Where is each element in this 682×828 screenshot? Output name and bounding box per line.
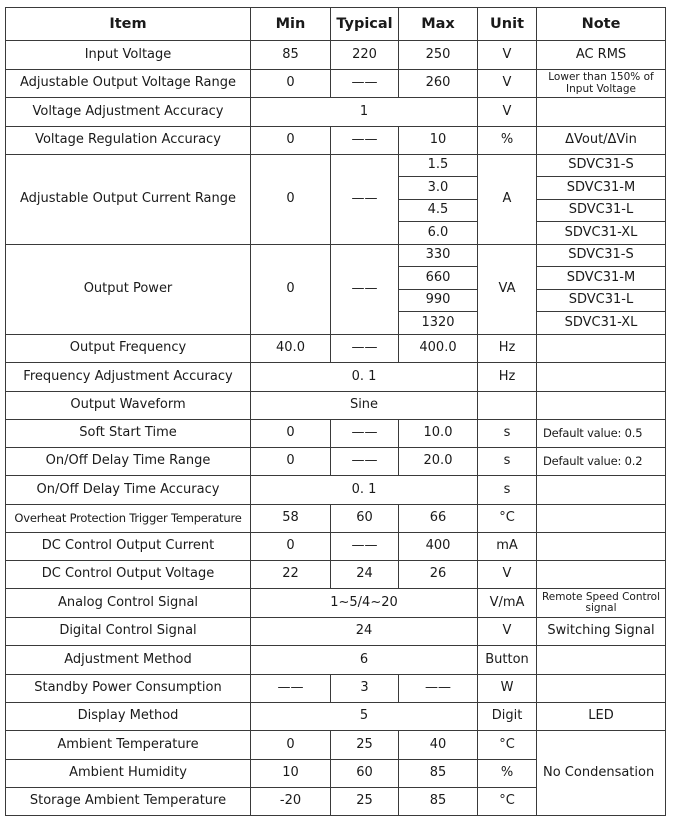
row-unit: VA <box>478 245 537 335</box>
row-unit: A <box>478 155 537 245</box>
row-value: 5 <box>251 703 478 731</box>
row-item: Voltage Regulation Accuracy <box>6 127 251 155</box>
row-typical: 25 <box>331 788 399 816</box>
row-item: Overheat Protection Trigger Temperature <box>6 505 251 533</box>
table-row <box>6 363 666 392</box>
spec-table <box>5 7 666 816</box>
row-item: Adjustable Output Current Range <box>6 155 251 245</box>
row-note <box>537 392 666 420</box>
row-unit: s <box>478 448 537 476</box>
row-item: Input Voltage <box>6 41 251 70</box>
row-unit: Digit <box>478 703 537 731</box>
table-row <box>6 335 666 363</box>
row-note: SDVC31-S <box>537 155 666 177</box>
row-note <box>537 533 666 561</box>
row-typical: —— <box>331 420 399 448</box>
row-unit: s <box>478 476 537 505</box>
row-note: ΔVout/ΔVin <box>537 127 666 155</box>
row-note: SDVC31-S <box>537 245 666 267</box>
table-row <box>6 155 666 177</box>
row-unit: Button <box>478 646 537 675</box>
header-typical: Typical <box>331 8 399 41</box>
row-typical: 25 <box>331 731 399 760</box>
table-row <box>6 731 666 760</box>
row-max: 6.0 <box>399 222 478 245</box>
row-max: 400.0 <box>399 335 478 363</box>
row-min: —— <box>251 675 331 703</box>
table-row <box>6 392 666 420</box>
row-note: SDVC31-XL <box>537 312 666 335</box>
row-max: 26 <box>399 561 478 589</box>
table-row <box>6 533 666 561</box>
row-value: 1~5/4~20 <box>251 589 478 618</box>
row-max: 10.0 <box>399 420 478 448</box>
row-unit: V <box>478 98 537 127</box>
row-unit: Hz <box>478 335 537 363</box>
row-max: 4.5 <box>399 200 478 222</box>
row-typical: —— <box>331 70 399 98</box>
row-min: 58 <box>251 505 331 533</box>
row-min: 0 <box>251 448 331 476</box>
row-item: Standby Power Consumption <box>6 675 251 703</box>
header-max: Max <box>399 8 478 41</box>
row-unit: mA <box>478 533 537 561</box>
row-note <box>537 561 666 589</box>
table-row <box>6 703 666 731</box>
row-min: 0 <box>251 420 331 448</box>
row-item: Ambient Humidity <box>6 760 251 788</box>
row-max: 20.0 <box>399 448 478 476</box>
header-row <box>6 8 666 41</box>
row-min: 0 <box>251 245 331 335</box>
row-min: 0 <box>251 533 331 561</box>
row-min: 0 <box>251 731 331 760</box>
row-value: 6 <box>251 646 478 675</box>
row-max: 85 <box>399 760 478 788</box>
row-value: 0. 1 <box>251 476 478 505</box>
row-item: Adjustable Output Voltage Range <box>6 70 251 98</box>
row-min: 85 <box>251 41 331 70</box>
row-item: On/Off Delay Time Accuracy <box>6 476 251 505</box>
row-value: Sine <box>251 392 478 420</box>
row-typical: —— <box>331 335 399 363</box>
row-note <box>537 675 666 703</box>
row-typical: —— <box>331 245 399 335</box>
row-item: Frequency Adjustment Accuracy <box>6 363 251 392</box>
row-max: 1320 <box>399 312 478 335</box>
row-note <box>537 476 666 505</box>
row-unit: % <box>478 760 537 788</box>
row-unit: W <box>478 675 537 703</box>
row-note: AC RMS <box>537 41 666 70</box>
row-typical: 220 <box>331 41 399 70</box>
row-note: No Condensation <box>537 731 666 816</box>
row-max: 85 <box>399 788 478 816</box>
row-note <box>537 335 666 363</box>
row-value: 1 <box>251 98 478 127</box>
table-row <box>6 70 666 98</box>
row-max: —— <box>399 675 478 703</box>
row-max: 330 <box>399 245 478 267</box>
table-row <box>6 476 666 505</box>
row-note: Remote Speed Control signal <box>537 589 666 618</box>
header-note: Note <box>537 8 666 41</box>
row-unit <box>478 392 537 420</box>
header-item: Item <box>6 8 251 41</box>
table-row <box>6 245 666 267</box>
header-unit: Unit <box>478 8 537 41</box>
row-unit: V <box>478 561 537 589</box>
row-min: 40.0 <box>251 335 331 363</box>
table-row <box>6 646 666 675</box>
row-item: Analog Control Signal <box>6 589 251 618</box>
row-max: 66 <box>399 505 478 533</box>
row-item: Storage Ambient Temperature <box>6 788 251 816</box>
row-typical: —— <box>331 533 399 561</box>
row-note: Switching Signal <box>537 618 666 646</box>
table-row <box>6 420 666 448</box>
row-value: 24 <box>251 618 478 646</box>
row-note: SDVC31-M <box>537 177 666 200</box>
row-min: 10 <box>251 760 331 788</box>
row-typical: —— <box>331 448 399 476</box>
row-min: 0 <box>251 127 331 155</box>
row-max: 3.0 <box>399 177 478 200</box>
row-typical: 3 <box>331 675 399 703</box>
row-note: SDVC31-L <box>537 200 666 222</box>
row-max: 260 <box>399 70 478 98</box>
row-min: 0 <box>251 155 331 245</box>
row-item: Ambient Temperature <box>6 731 251 760</box>
row-note: SDVC31-XL <box>537 222 666 245</box>
table-row <box>6 41 666 70</box>
row-item: Display Method <box>6 703 251 731</box>
row-note <box>537 98 666 127</box>
row-value: 0. 1 <box>251 363 478 392</box>
row-max: 400 <box>399 533 478 561</box>
row-item: DC Control Output Current <box>6 533 251 561</box>
row-item: Adjustment Method <box>6 646 251 675</box>
row-note: Default value: 0.2 <box>537 448 666 476</box>
row-unit: °C <box>478 731 537 760</box>
row-item: Output Power <box>6 245 251 335</box>
row-max: 990 <box>399 290 478 312</box>
row-note: SDVC31-M <box>537 267 666 290</box>
row-max: 250 <box>399 41 478 70</box>
row-unit: Hz <box>478 363 537 392</box>
row-unit: °C <box>478 788 537 816</box>
row-max: 10 <box>399 127 478 155</box>
row-max: 40 <box>399 731 478 760</box>
row-typical: 60 <box>331 505 399 533</box>
row-note: Default value: 0.5 <box>537 420 666 448</box>
row-unit: °C <box>478 505 537 533</box>
table-row <box>6 561 666 589</box>
row-note: Lower than 150% of Input Voltage <box>537 70 666 98</box>
row-typical: —— <box>331 155 399 245</box>
row-min: 22 <box>251 561 331 589</box>
row-unit: V <box>478 41 537 70</box>
row-unit: V <box>478 618 537 646</box>
row-typical: 60 <box>331 760 399 788</box>
table-row <box>6 98 666 127</box>
row-unit: V/mA <box>478 589 537 618</box>
row-min: -20 <box>251 788 331 816</box>
row-note <box>537 646 666 675</box>
row-max: 1.5 <box>399 155 478 177</box>
row-item: Output Frequency <box>6 335 251 363</box>
row-min: 0 <box>251 70 331 98</box>
row-note <box>537 505 666 533</box>
row-item: Soft Start Time <box>6 420 251 448</box>
row-unit: V <box>478 70 537 98</box>
table-row <box>6 589 666 618</box>
table-row <box>6 505 666 533</box>
row-note: LED <box>537 703 666 731</box>
table-row <box>6 675 666 703</box>
row-max: 660 <box>399 267 478 290</box>
row-item: Voltage Adjustment Accuracy <box>6 98 251 127</box>
row-unit: % <box>478 127 537 155</box>
table-row <box>6 618 666 646</box>
row-item: On/Off Delay Time Range <box>6 448 251 476</box>
table-row <box>6 448 666 476</box>
row-unit: s <box>478 420 537 448</box>
row-typical: 24 <box>331 561 399 589</box>
row-note: SDVC31-L <box>537 290 666 312</box>
row-item: Digital Control Signal <box>6 618 251 646</box>
row-item: DC Control Output Voltage <box>6 561 251 589</box>
row-item: Output Waveform <box>6 392 251 420</box>
header-min: Min <box>251 8 331 41</box>
row-typical: —— <box>331 127 399 155</box>
row-note <box>537 363 666 392</box>
table-row <box>6 127 666 155</box>
